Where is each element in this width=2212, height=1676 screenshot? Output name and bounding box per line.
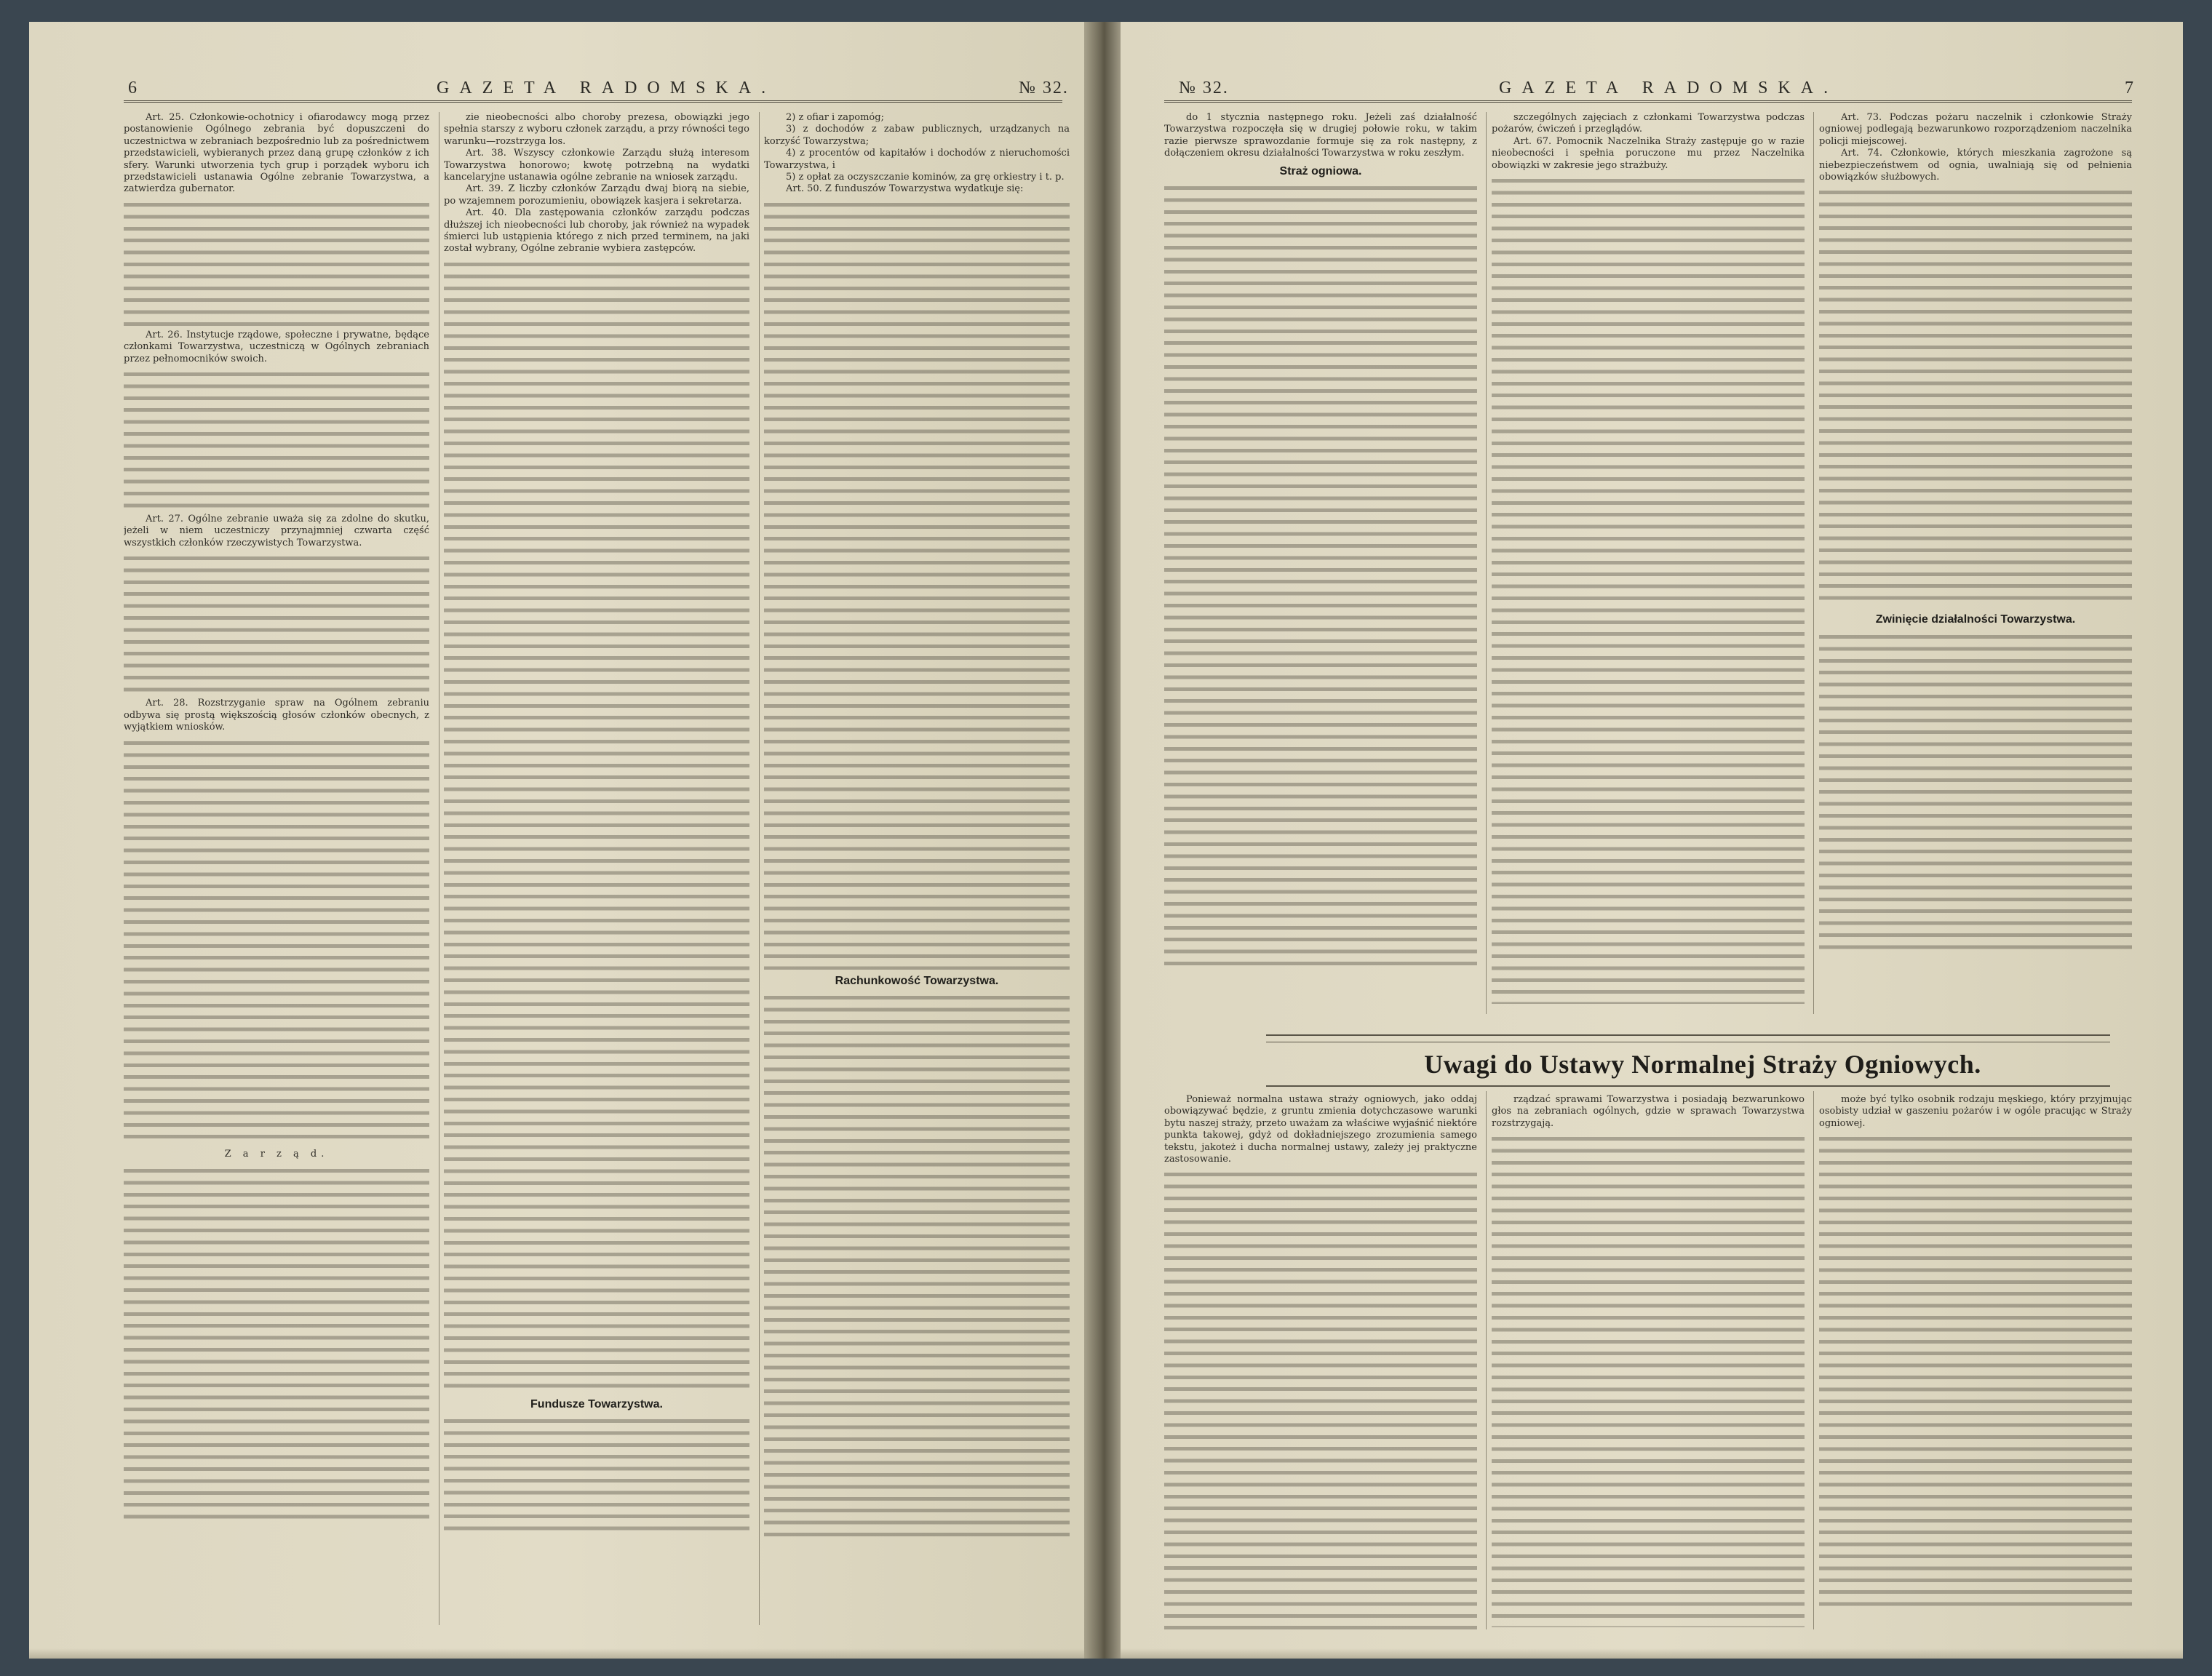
paragraph: Art. 74. Członkowie, których mieszkania zagrożone są niebezpieczeństwem od ognia, uwalniają się od pełnienia obowiązków służbowych. bbox=[1819, 148, 2132, 183]
paragraph: 4) z procentów od kapitałów i dochodów z nieruchomości Towarzystwa, i bbox=[764, 148, 1070, 171]
text-block bbox=[1164, 182, 1477, 967]
section-heading-straz: Straż ogniowa. bbox=[1279, 164, 1362, 177]
right-issue-number: № 32. bbox=[1179, 79, 1229, 97]
right-column-2 bbox=[1492, 112, 1805, 1014]
section-heading-rachunkowosc: Rachunkowość Towarzystwa. bbox=[835, 974, 999, 987]
left-header-rule bbox=[124, 100, 1062, 103]
right-bottom-column-2 bbox=[1492, 1094, 1805, 1632]
right-page-title: GAZETA RADOMSKA. bbox=[1499, 79, 1839, 97]
article-title: Uwagi do Ustawy Normalnej Straży Ogniowych. bbox=[1424, 1050, 1981, 1079]
right-page-number: 7 bbox=[2125, 79, 2144, 97]
text-block bbox=[1819, 1133, 2132, 1613]
text-block bbox=[124, 552, 429, 698]
paragraph: może być tylko osobnik rodzaju męskiego, który przyjmując osobisty udział w gaszeniu pożarów i w ogóle pracując w Straży ogniowej. bbox=[1819, 1094, 2132, 1129]
left-page bbox=[29, 22, 1084, 1659]
left-issue-number: № 32. bbox=[1019, 79, 1069, 97]
paragraph: do 1 stycznia następnego roku. Jeżeli zaś działalność Towarzystwa rozpoczęła się w drugiej połowie roku, w takim razie pierwsze sprawozdanie formuje się za rok następny, z dołączeniem okresu działalności Towarzystwa w roku zeszłym. bbox=[1164, 112, 1477, 159]
paragraph: Ponieważ normalna ustawa straży ogniowych, jako oddaj obowiązywać będzie, z gruntu zmienia dotychczasowe warunki bytu naszej straży, przeto uważam za właściwe wyjaśnić niektóre punkta takowej, gdyż od dokładniejszego zrozumienia samego tekstu, jakoteż i ducha normalnej ustawy, zależy jej praktyczne zastosowanie. bbox=[1164, 1094, 1477, 1165]
paragraph: Art. 38. Wszyscy członkowie Zarządu służą interesom Towarzystwa honorowo; kwotę potrzebną na wydatki kancelaryjne ustanawia ogólne zebranie na wniosek zarządu. bbox=[444, 148, 749, 183]
left-page-title: GAZETA RADOMSKA. bbox=[437, 79, 776, 97]
text-block bbox=[444, 1415, 749, 1539]
paragraph: Art. 39. Z liczby członków Zarządu dwaj biorą na siebie, po wzajemnem porozumieniu, obowiązek kasjera i sekretarza. bbox=[444, 183, 749, 207]
paragraph: Art. 25. Członkowie-ochotnicy i ofiarodawcy mogą przez postanowienie Ogólnego zebrania być dopuszczeni do uczestnictwa w zebraniach bezpośrednio lub za pośrednictwem przedstawicieli, wybieranych przez daną grupę członków z ich sfery. Warunki utworzenia tych grup i porządek wyboru ich przedstawicieli ustanawia Ogólne zebranie Towarzystwa, a zatwierdza gubernator. bbox=[124, 112, 429, 195]
text-block bbox=[1492, 175, 1805, 1004]
column-divider bbox=[1813, 1091, 1814, 1629]
section-heading-zwiniecie: Zwinięcie działalności Towarzystwa. bbox=[1875, 613, 2076, 626]
paragraph: Art. 67. Pomocnik Naczelnika Straży zastępuje go w razie nieobecności i spełnia poruczone mu przez Naczelnika obowiązki w zakresie jego strażbuży. bbox=[1492, 135, 1805, 171]
left-column-2 bbox=[444, 112, 749, 1632]
paragraph: Art. 50. Z funduszów Towarzystwa wydatkuje się: bbox=[786, 183, 1024, 195]
newspaper-spread bbox=[29, 22, 2183, 1659]
text-block bbox=[764, 991, 1070, 1544]
left-running-head bbox=[29, 79, 1084, 108]
title-underline-rule bbox=[1266, 1085, 2110, 1087]
section-heading-zarzad: Z a r z ą d. bbox=[224, 1148, 329, 1160]
right-bottom-column-3 bbox=[1819, 1094, 2132, 1632]
title-ornament-rule bbox=[1266, 1034, 2110, 1042]
text-block bbox=[1492, 1133, 1805, 1627]
section-heading-fundusze: Fundusze Towarzystwa. bbox=[530, 1397, 663, 1410]
paragraph: szczególnych zajęciach z członkami Towarzystwa podczas pożarów, ćwiczeń i przeglądów. bbox=[1492, 112, 1805, 135]
left-page-number: 6 bbox=[128, 79, 147, 97]
paragraph: Art. 27. Ogólne zebranie uważa się za zdolne do skutku, jeżeli w niem uczestniczy przynajmniej czwarta część wszystkich członków rzeczywistych Towarzystwa. bbox=[124, 514, 429, 548]
right-header-rule bbox=[1164, 100, 2132, 103]
paragraph: Art. 26. Instytucje rządowe, społeczne i prywatne, będące członkami Towarzystwa, uczestniczą w Ogólnych zebraniach przez pełnomocników swoich. bbox=[124, 329, 429, 364]
text-block bbox=[124, 199, 429, 330]
paragraph: 3) z dochodów z zabaw publicznych, urządzanych na korzyść Towarzystwa; bbox=[764, 124, 1070, 147]
column-divider bbox=[1486, 1091, 1487, 1629]
column-divider bbox=[1486, 112, 1487, 1014]
paragraph: Art. 40. Dla zastępowania członków zarządu podczas dłuższej ich nieobecności lub choroby, jak również na wypadek śmierci lub ustąpienia którego z nich przed terminem, na jaki został wybrany, Ogólne zebranie wybiera zastępców. bbox=[444, 207, 749, 255]
text-block bbox=[1819, 186, 2132, 608]
column-divider bbox=[1813, 112, 1814, 1014]
paragraph: 2) z ofiar i zapomóg; bbox=[786, 112, 884, 123]
text-block bbox=[1819, 631, 2132, 951]
text-block bbox=[124, 737, 429, 1144]
text-block bbox=[1164, 1168, 1477, 1632]
right-bottom-column-1 bbox=[1164, 1094, 1477, 1632]
text-block bbox=[124, 1165, 429, 1521]
book-gutter bbox=[1084, 22, 1121, 1659]
right-column-3 bbox=[1819, 112, 2132, 1014]
paragraph: Art. 28. Rozstrzyganie spraw na Ogólnem zebraniu odbywa się prostą większością głosów członków obecnych, z wyjątkiem wniosków. bbox=[124, 698, 429, 733]
left-column-1 bbox=[124, 112, 429, 1632]
paragraph: Art. 73. Podczas pożaru naczelnik i członkowie Straży ogniowej podlegają bezwarunkowo rozporządzeniom naczelnika policji miejscowej. bbox=[1819, 112, 2132, 147]
paragraph: 5) z opłat za oczyszczanie kominów, za grę orkiestry i t. p. bbox=[786, 172, 1065, 183]
paragraph: rządzać sprawami Towarzystwa i posiadają bezwarunkowo głos na zebraniach ogólnych, gdzie w sprawach Towarzystwa rozstrzygają. bbox=[1492, 1094, 1805, 1129]
left-column-3 bbox=[764, 112, 1070, 1632]
right-column-1 bbox=[1164, 112, 1477, 1014]
page-edge bbox=[29, 1648, 1084, 1659]
page-edge bbox=[1121, 1648, 2183, 1659]
text-block bbox=[764, 199, 1070, 970]
text-block bbox=[124, 368, 429, 514]
column-divider bbox=[759, 112, 760, 1625]
paragraph: zie nieobecności albo choroby prezesa, obowiązki jego spełnia starszy z wyboru członek zarządu, a przy równości tego warunku—rozstrzyga los. bbox=[444, 112, 749, 147]
right-page bbox=[1121, 22, 2183, 1659]
text-block bbox=[444, 258, 749, 1393]
right-running-head bbox=[1121, 79, 2183, 108]
